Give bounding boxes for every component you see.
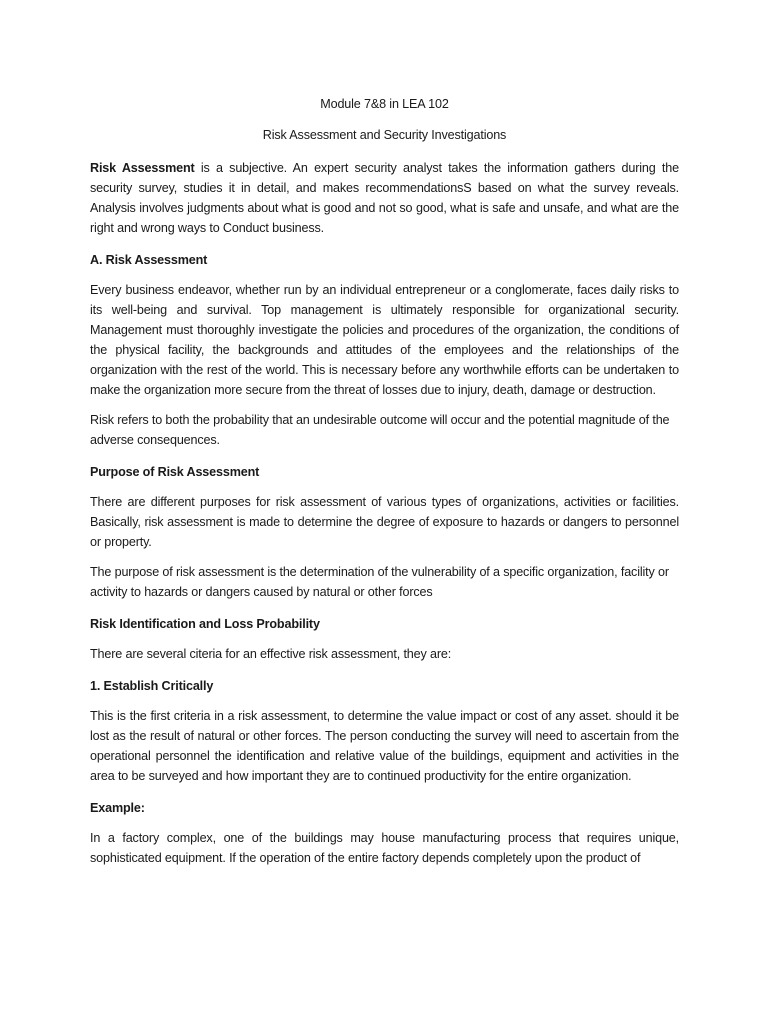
criteria-1-paragraph: This is the first criteria in a risk assessment, to determine the value impact or cost of any asset. should it be lost as the result of natural or other forces. The person conducting the survey will need to ascertain from the operational personnel the identification and relative value of the buildings, equipment and activities in the area to be surveyed and how important they are to continued productivity for the entire organization.: [90, 709, 679, 783]
purpose-heading: Purpose of Risk Assessment: [90, 465, 260, 479]
intro-text: is a subjective. An expert security analyst takes the information gathers during the security survey, studies it in detail, and makes recommendationsS based on what the survey reveals. Analysis involves judgments about what is good and not so good, what is safe and unsafe, and what are the right and wrong ways to Conduct business.: [90, 161, 679, 235]
section-a-paragraph-1: Every business endeavor, whether run by an individual entrepreneur or a conglomerate, faces daily risks to its well-being and survival. Top management is ultimately responsible for organizational security. Management must thoroughly investigate the policies and procedures of the organization, the conditions of the physical facility, the backgrounds and attitudes of the employees and the relationships of the organization with the rest of the world. This is necessary before any worthwhile efforts can be undertaken to make the organization more secure from the threat of losses due to injury, death, damage or destruction.: [90, 283, 679, 397]
document-subtitle: Risk Assessment and Security Investigations: [262, 128, 507, 142]
document-title: Module 7&8 in LEA 102: [320, 97, 449, 111]
example-paragraph: In a factory complex, one of the buildings may house manufacturing process that requires unique, sophisticated equipment. If the operation of the entire factory depends completely upon the product of: [90, 831, 679, 865]
section-a-paragraph-2: Risk refers to both the probability that an undesirable outcome will occur and the potential magnitude of the adverse consequences.: [90, 413, 670, 447]
intro-lead: Risk Assessment: [90, 161, 195, 175]
intro-paragraph: [90, 158, 679, 238]
identification-heading: Risk Identification and Loss Probability: [90, 617, 320, 631]
identification-paragraph: There are several citeria for an effective risk assessment, they are:: [90, 647, 452, 661]
purpose-paragraph-2: The purpose of risk assessment is the determination of the vulnerability of a specific organization, facility or activity to hazards or dangers caused by natural or other forces: [90, 565, 669, 599]
example-heading: Example:: [90, 801, 145, 815]
document-page: [90, 94, 679, 868]
criteria-1-heading: 1. Establish Critically: [90, 679, 214, 693]
section-a-heading: A. Risk Assessment: [90, 253, 208, 267]
purpose-paragraph-1: There are different purposes for risk assessment of various types of organizations, activities or facilities. Basically, risk assessment is made to determine the degree of exposure to hazards or dangers to personnel or property.: [90, 495, 679, 549]
